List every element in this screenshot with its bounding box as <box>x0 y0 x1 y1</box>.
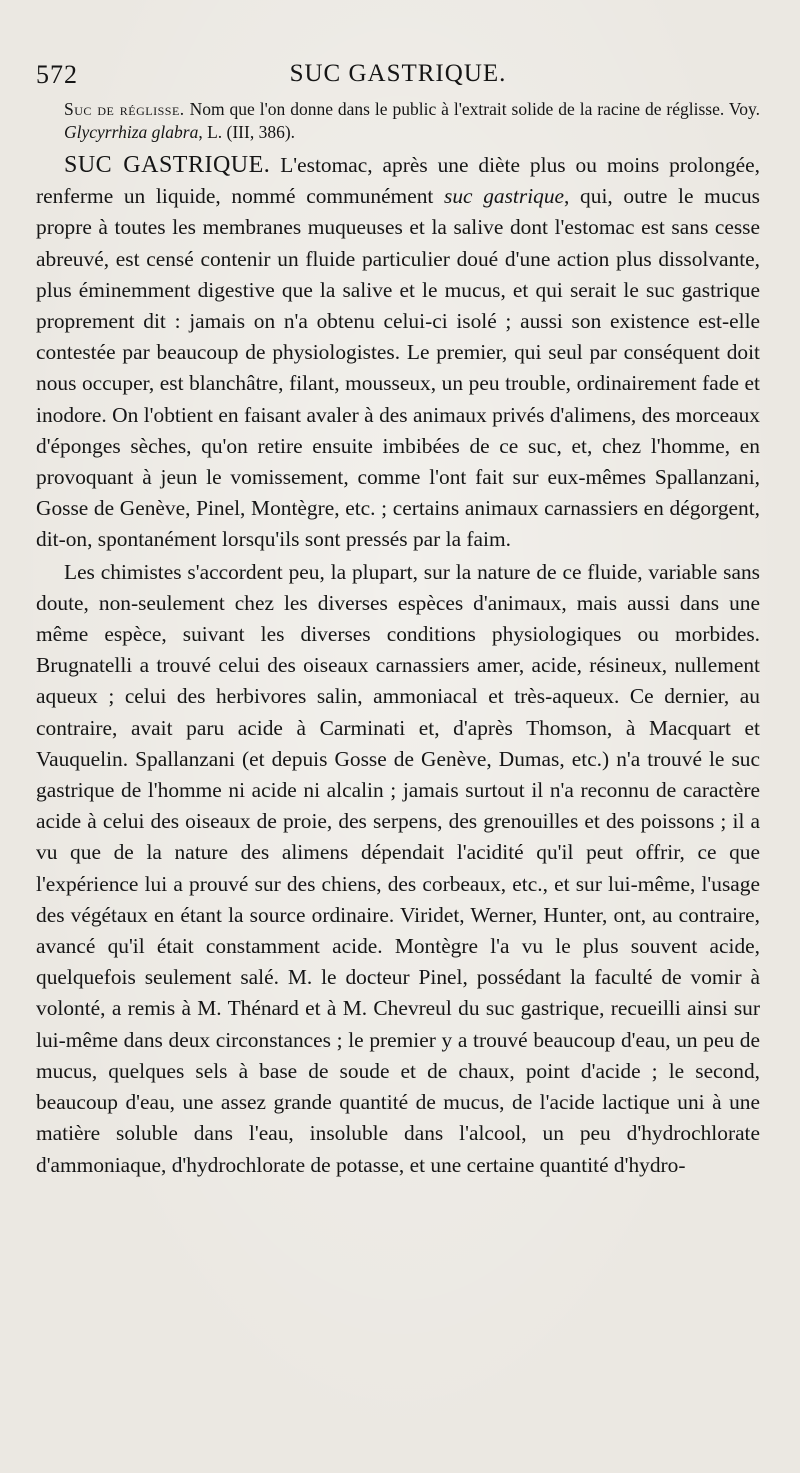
entry-suc-gastrique <box>36 150 760 1181</box>
running-head <box>36 58 760 98</box>
entry-reglisse-term: Suc de réglisse. <box>64 99 185 119</box>
paragraph-1-text-a: L'estomac, après une diète plus ou moins prolongée, renferme un liquide, nommé communément <box>36 153 760 209</box>
entry-headword: SUC GASTRIQUE. <box>64 152 271 178</box>
paragraph-1-text-b: , qui, outre le mucus propre à toutes les membranes muqueuses et la salive dont l'estomac est sans cesse abreuvé, est censé contenir un fluide particulier doué d'une action plus dissolvante, plus éminemment digestive que la salive et le mucus, et qui serait le suc gastrique proprement dit : jamais on n'a obtenu celui-ci isolé ; aussi son existence est-elle contestée par beaucoup de physiologistes. Le premier, qui seul par conséquent doit nous occuper, est blanchâtre, filant, mousseux, un peu trouble, ordinairement fade et inodore. On l'obtient en faisant avaler à des animaux privés d'alimens, des morceaux d'éponges sèches, qu'on retire ensuite imbibées de ce suc, et, chez l'homme, en provoquant à jeun le vomissement, comme l'ont fait sur eux-mêmes Spallanzani, Gosse de Genève, Pinel, Montègre, etc. ; certains animaux carnassiers en dégorgent, dit-on, spontanément lorsqu'ils sont pressés par la faim. <box>36 184 761 552</box>
entry-suc-de-reglisse <box>36 98 760 144</box>
page-number: 572 <box>36 60 78 89</box>
running-title: SUC GASTRIQUE. <box>289 60 507 87</box>
paragraph-1 <box>36 150 760 556</box>
entry-reglisse-text: Nom que l'on donne dans le public à l'extrait solide de la racine de réglisse. Voy. <box>184 99 760 119</box>
entry-reglisse-reference: , L. (III, 386). <box>198 122 296 142</box>
paragraph-2: Les chimistes s'accordent peu, la plupart, sur la nature de ce fluide, variable sans doute, non-seulement chez les diverses espèces d'animaux, mais aussi dans une même espèce, suivant les diverses conditions physiologiques ou morbides. Brugnatelli a trouvé celui des oiseaux carnassiers amer, acide, résineux, nullement aqueux ; celui des herbivores salin, ammoniacal et très-aqueux. Ce dernier, au contraire, avait paru acide à Carminati et, d'après Thomson, à Macquart et Vauquelin. Spallanzani (et depuis Gosse de Genève, Dumas, etc.) n'a trouvé le suc gastrique de l'homme ni acide ni alcalin ; jamais surtout il n'a reconnu de caractère acide à celui des oiseaux de proie, des serpens, des grenouilles et des poissons ; il a vu que de la nature des alimens dépendait l'acidité qu'il peut offrir, ce que l'expérience lui a prouvé sur des chiens, des corbeaux, etc., et sur lui-même, l'usage des végétaux en étant la source ordinaire. Viridet, Werner, Hunter, ont, au contraire, avancé qu'il était constamment acide. Montègre l'a vu le plus souvent acide, quelquefois seulement salé. M. le docteur Pinel, possédant la faculté de vomir à volonté, a remis à M. Thénard et à M. Chevreul du suc gastrique, recueilli ainsi sur lui-même dans deux circonstances ; le premier y a trouvé beaucoup d'eau, un peu de mucus, quelques sels à base de soude et de chaux, point d'acide ; le second, beaucoup d'eau, une assez grande quantité de mucus, de l'acide lactique uni à une matière soluble dans l'eau, insoluble dans l'alcool, un peu d'hydrochlorate d'ammoniaque, d'hydrochlorate de potasse, et une certaine quantité d'hydro- <box>36 559 760 1177</box>
entry-reglisse-latin-name: Glycyrrhiza glabra <box>64 122 199 142</box>
paragraph-1-italic-term: suc gastrique <box>444 184 565 209</box>
